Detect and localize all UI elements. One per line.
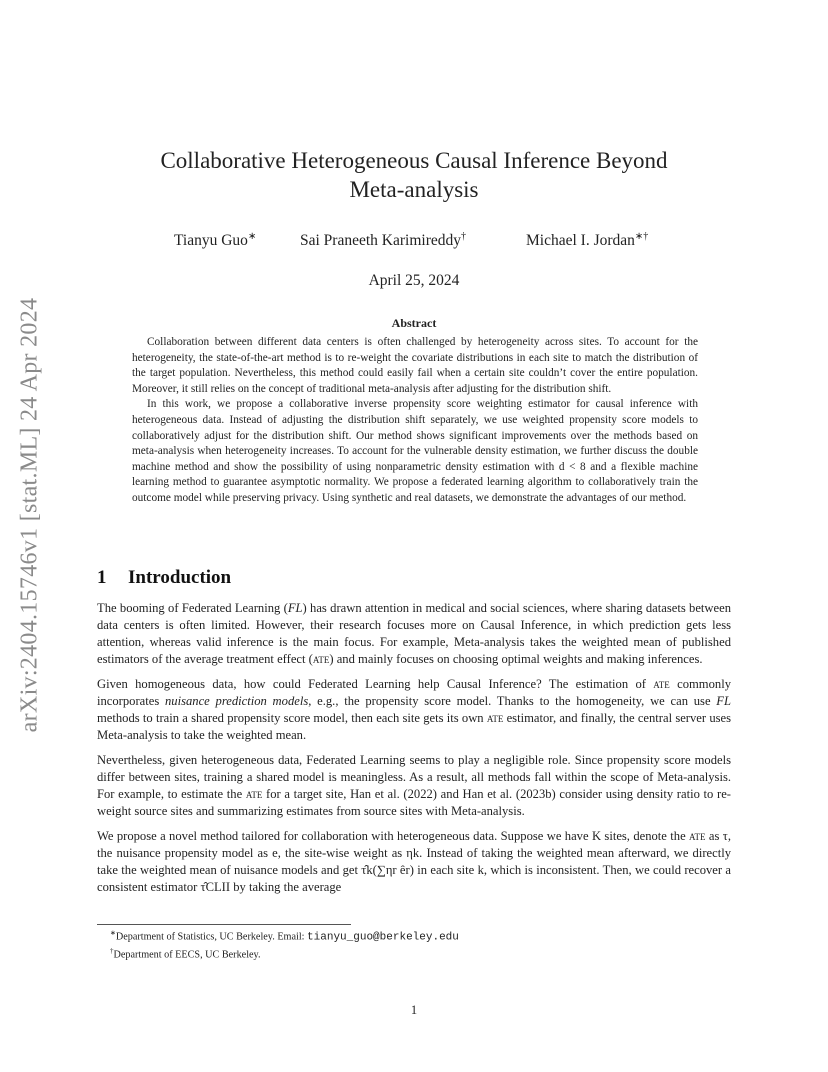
abstract-paragraph-2: In this work, we propose a collaborative inverse propensity score weighting estimator for causal inference with heterogeneous data. Instead of adjusting the distribution shift separately, we use weighted propensity score models to collaboratively adjust for the distribution shift. Our method shows significant improvements over the methods based on meta-analysis when heterogeneity increases. To account for the vulnerable density estimation, we further discuss the double machine method and show the possibility of using nonparametric density estimation with d < 8 and a flexible machine learning method to guarantee asymptotic normality. We propose a federated learning algorithm to collaboratively train the outcome model while preserving privacy. Using synthetic and real datasets, we demonstrate the advantages of our method. <box>132 398 698 504</box>
text-run: ate <box>653 677 670 691</box>
text-run: FL <box>287 601 303 615</box>
text-run: Nevertheless, given heterogeneous data, Federated Learning seems to play a negligible role. Since propensity score models differ between sites, training a shared model is meaningless. As a result, all methods fall within the scope of Meta-analysis. For example, to estimate the <box>97 753 731 801</box>
footnotes <box>110 926 710 963</box>
author-2-name: Sai Praneeth Karimireddy <box>300 232 461 250</box>
author-2 <box>300 231 466 250</box>
publication-date: April 25, 2024 <box>368 272 460 289</box>
intro-paragraph-1 <box>97 600 731 668</box>
intro-paragraph-2 <box>97 676 731 744</box>
text-run: ate <box>689 829 706 843</box>
arxiv-id-text: arXiv:2404.15746v1 [stat.ML] 24 Apr 2024 <box>16 297 43 733</box>
text-run: Given homogeneous data, how could Federated Learning help Causal Inference? The estimation of <box>97 677 654 691</box>
title-line-2: Meta-analysis <box>349 177 479 202</box>
abstract-heading: Abstract <box>391 316 437 330</box>
title-line-1: Collaborative Heterogeneous Causal Inference Beyond <box>160 148 668 173</box>
section-title: Introduction <box>128 567 232 588</box>
text-run: nuisance prediction models <box>165 694 309 708</box>
intro-paragraph-4 <box>97 828 731 896</box>
author-3-name: Michael I. Jordan <box>526 232 635 250</box>
arxiv-identifier-stamp <box>10 280 50 750</box>
author-1-marks: ∗ <box>247 231 257 242</box>
text-run: FL <box>716 694 731 708</box>
author-1 <box>174 231 256 250</box>
paper-title <box>120 146 708 204</box>
footnote-2-mark: † <box>110 947 114 956</box>
text-run: , e.g., the propensity score model. Thanks to the homogeneity, we can use <box>308 694 717 708</box>
text-run: We propose a novel method tailored for collaboration with heterogeneous data. Suppose we have K sites, denote the <box>97 829 690 843</box>
author-email: tianyu_guo@berkeley.edu <box>307 931 459 944</box>
abstract-paragraph-1: Collaboration between different data centers is often challenged by heterogeneity across sites. To account for the heterogeneity, the state-of-the-art method is to re-weight the covariate distributions in each site to match the distribution of the target population. Nevertheless, this method could easily fail when a certain site couldn’t cover the entire population. Moreover, it still relies on the concept of traditional meta-analysis after adjusting for the distribution shift. <box>132 336 698 395</box>
author-list <box>100 231 728 251</box>
footnote-1 <box>110 926 710 944</box>
text-run: methods to train a shared propensity score model, then each site gets its own <box>97 711 487 725</box>
text-run: ate <box>245 787 263 801</box>
footnote-1-text: Department of Statistics, UC Berkeley. Email: <box>115 931 308 943</box>
text-run: for a target site, Han et al. (2022) and Han et al. (2023b) consider using density ratio to re-weight source sites and summarizing estimates from source sites with Meta-analysis. <box>97 787 732 818</box>
intro-paragraph-3 <box>97 752 731 820</box>
section-number: 1 <box>97 567 107 588</box>
abstract-body <box>132 335 698 507</box>
text-run: ate <box>486 711 504 725</box>
section-heading-introduction <box>97 567 231 589</box>
text-run: ) and mainly focuses on choosing optimal weights and making inferences. <box>329 652 703 666</box>
author-3-marks: ∗† <box>634 231 649 242</box>
author-1-name: Tianyu Guo <box>174 232 248 250</box>
footnote-2-text: Department of EECS, UC Berkeley. <box>113 949 261 961</box>
text-run: ) has drawn attention in medical and social sciences, where sharing datasets between data centers is often limited. However, their research focuses more on Causal Inference, in which prediction gets less attention, whereas valid inference is the main focus. For example, Meta-analysis takes the weighted mean of published estimators of the average treatment effect ( <box>97 601 732 666</box>
introduction-body <box>97 600 731 904</box>
page-number: 1 <box>410 1003 418 1017</box>
text-run: estimator, and finally, the central server uses Meta-analysis to take the weighted mean. <box>97 711 732 742</box>
text-run: as τ, the nuisance propensity model as e, the site-wise weight as ηk. Instead of taking the weighted mean afterward, we directly take the weighted mean of nuisance models and get τ̂k(∑ηr êr) in each site k, which is inconsistent. Then, we could recover a consistent estimator τ̂CLII by taking the average <box>97 829 732 894</box>
author-3 <box>526 231 648 250</box>
footnote-1-mark: ∗ <box>110 929 116 937</box>
text-run: ate <box>312 652 330 666</box>
footnote-divider <box>97 924 351 925</box>
text-run: The booming of Federated Learning ( <box>97 601 288 615</box>
text-run: commonly incorporates <box>97 677 731 708</box>
footnote-2 <box>110 944 710 962</box>
author-2-marks: † <box>460 231 466 242</box>
